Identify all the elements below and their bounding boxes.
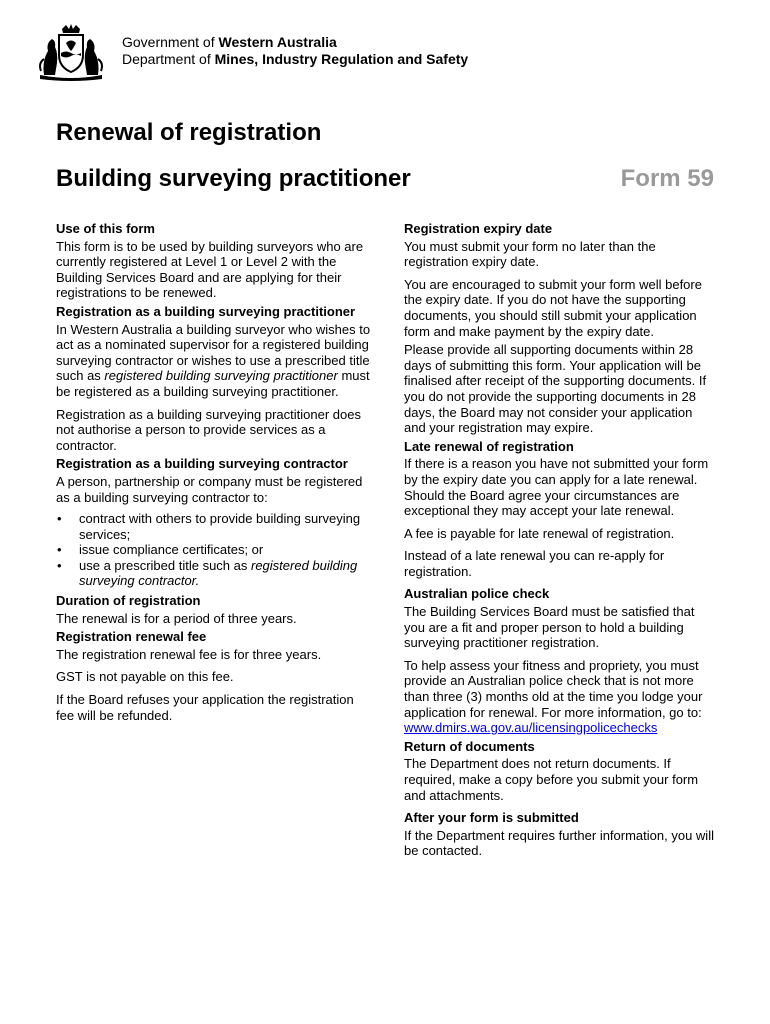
police-check-link[interactable]: www.dmirs.wa.gov.au/licensingpolicechecks (404, 720, 658, 736)
list-item: • issue compliance certificates; or (57, 542, 264, 558)
organisation-header (122, 34, 468, 68)
right-column (404, 221, 716, 866)
late-heading: Late renewal of registration (404, 438, 574, 454)
practitioner-heading: Registration as a building surveying practitioner (56, 303, 356, 319)
expiry-heading: Registration expiry date (404, 221, 553, 236)
fee-text-3: If the Board refuses your application the registration fee will be refunded. (56, 692, 354, 723)
page-subtitle: Building surveying practitioner (56, 165, 411, 192)
form-number: Form 59 (620, 165, 714, 192)
police-text-2: To help assess your fitness and propriety, you must provide an Australian police check that is not more than three (3) months old at the time you lodge your application for renewal. For more information, go to: www.dmirs.wa.gov.au/licensingpolicechecks (404, 657, 703, 736)
police-text-1: The Building Services Board must be satisfied that you are a fit and proper person to hold a building surveying practitioner registration. (404, 604, 695, 651)
page-title: Renewal of registration (56, 119, 322, 146)
late-text-3: Instead of a late renewal you can re-apply for registration. (404, 548, 665, 579)
contractor-text: A person, partnership or company must be registered as a building surveying contractor to: (56, 473, 363, 505)
list-item: • contract with others to provide building surveying services; (57, 511, 361, 542)
bullet-glyph: • (57, 511, 62, 527)
return-text: The Department does not return documents. If required, make a copy before you submit your form and attachments. (404, 756, 699, 803)
bullet-glyph: • (57, 557, 62, 573)
left-column (56, 221, 374, 730)
duration-heading: Duration of registration (56, 593, 201, 609)
contractor-heading: Registration as a building surveying contractor (56, 456, 348, 472)
use-heading: Use of this form (56, 221, 155, 236)
fee-heading: Registration renewal fee (56, 629, 207, 645)
duration-text: The renewal is for a period of three years. (56, 610, 297, 626)
government-line: Government of Western Australia (122, 34, 337, 50)
return-heading: Return of documents (404, 738, 535, 754)
after-heading: After your form is submitted (404, 810, 579, 826)
police-heading: Australian police check (404, 586, 550, 602)
late-text-2: A fee is payable for late renewal of registration. (404, 525, 675, 541)
after-text: If the Department requires further information, you will be contacted. (404, 827, 714, 859)
fee-text-2: GST is not payable on this fee. (56, 669, 234, 685)
practitioner-text-2: Registration as a building surveying practitioner does not authorise a person to provide services as a contractor. (56, 406, 361, 453)
fee-text-1: The registration renewal fee is for three years. (56, 646, 322, 662)
bullet-glyph: • (57, 542, 62, 558)
expiry-text-1: You must submit your form no later than the registration expiry date. (404, 238, 656, 270)
practitioner-text: In Western Australia a building surveyor who wishes to act as a nominated supervisor for a registered building surveying contractor or wishes to use a prescribed title such as registered building surveying practitioner must be registered as a building surveying practitioner. (56, 321, 371, 399)
department-line: Department of Mines, Industry Regulation and Safety (122, 51, 469, 67)
contractor-list (56, 511, 374, 589)
list-item: • use a prescribed title such as registered building surveying contractor. (57, 557, 358, 589)
use-text: This form is to be used by building surveyors who are currently registered at Level 1 or Level 2 with the Building Services Board and are applying for their registrations to be renewed. (56, 238, 364, 301)
wa-crest-logo (38, 23, 104, 81)
late-text-1: If there is a reason you have not submitted your form by the expiry date you can apply for a late renewal. Should the Board agree your circumstances are exceptional they may accept your late renewal. (404, 456, 709, 519)
expiry-text-2: You are encouraged to submit your form well before the expiry date. If you do not have the supporting documents, you should still submit your application form and make payment by the expiry date. (404, 276, 702, 339)
expiry-text-3: Please provide all supporting documents within 28 days of submitting this form. Your application will be finalised after receipt of the supporting documents. If you do not provide the supporting documents in 28 days, the Board may not consider your application and your registration may expire. (404, 342, 707, 436)
